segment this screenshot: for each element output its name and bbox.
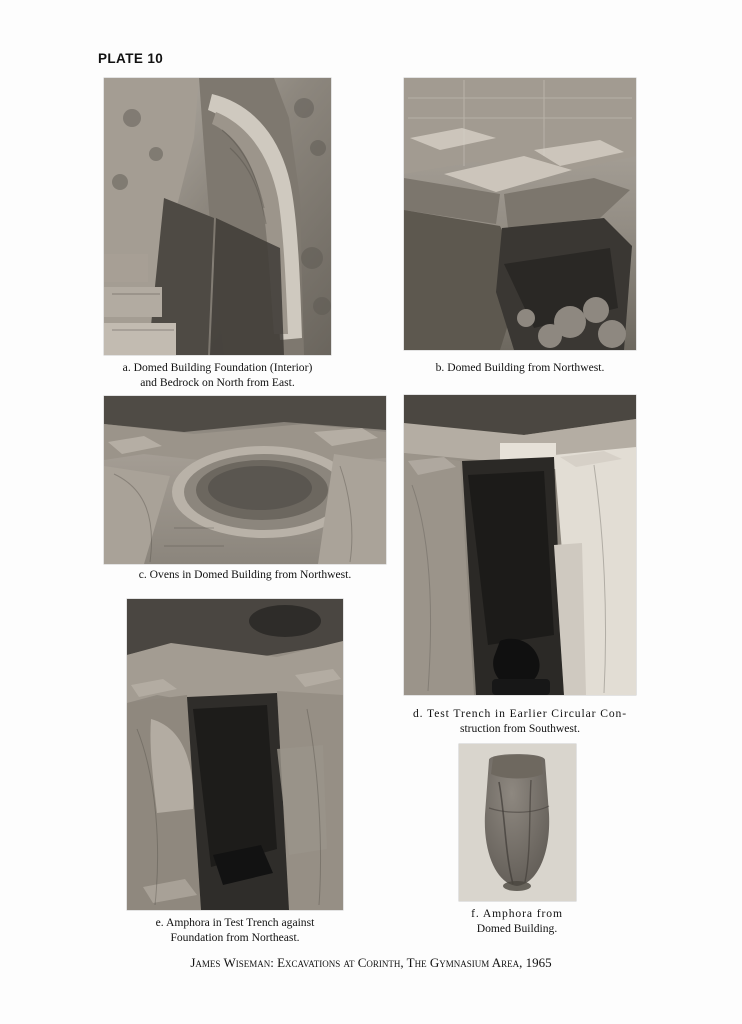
plate-footer-text: James Wiseman: Excavations at Corinth, The Gymnasium Area, 1965	[190, 955, 552, 970]
figure-f-photo	[459, 744, 576, 901]
figure-d-caption-line-1: d. Test Trench in Earlier Circular Con-	[412, 707, 628, 720]
figure-d-photo	[404, 395, 636, 695]
plate-footer	[0, 955, 742, 971]
figure-c-caption-line-1: c. Ovens in Domed Building from Northwest.	[138, 568, 352, 581]
figure-e-caption-line-2: Foundation from Northeast.	[170, 930, 300, 944]
figure-c	[104, 396, 386, 564]
figure-f	[459, 744, 576, 901]
figure-b-caption	[394, 361, 646, 376]
figure-e-caption-line-1: e. Amphora in Test Trench against	[155, 916, 315, 929]
plate-label: PLATE 10	[98, 51, 164, 66]
figure-a-caption	[76, 361, 359, 391]
figure-c-photo	[104, 396, 386, 564]
figure-d-caption	[394, 707, 646, 737]
figure-b-caption-line-1: b. Domed Building from Northwest.	[435, 361, 605, 374]
figure-a-caption-line-1: a. Domed Building Foundation (Interior)	[122, 361, 313, 374]
figure-d-caption-line-2: struction from Southwest.	[459, 721, 581, 735]
figure-c-caption	[96, 568, 394, 583]
figure-a-caption-line-2: and Bedrock on North from East.	[140, 375, 295, 389]
figure-f-caption	[414, 907, 620, 937]
figure-e	[127, 599, 343, 910]
figure-d	[404, 395, 636, 695]
figure-e-photo	[127, 599, 343, 910]
figure-e-caption	[112, 916, 358, 946]
figure-b	[404, 78, 636, 350]
figure-a-photo	[104, 78, 331, 355]
figure-b-photo	[404, 78, 636, 350]
figure-a	[104, 78, 331, 355]
figure-f-caption-line-1: f. Amphora from	[471, 907, 563, 920]
figure-f-caption-line-2: Domed Building.	[476, 921, 558, 935]
